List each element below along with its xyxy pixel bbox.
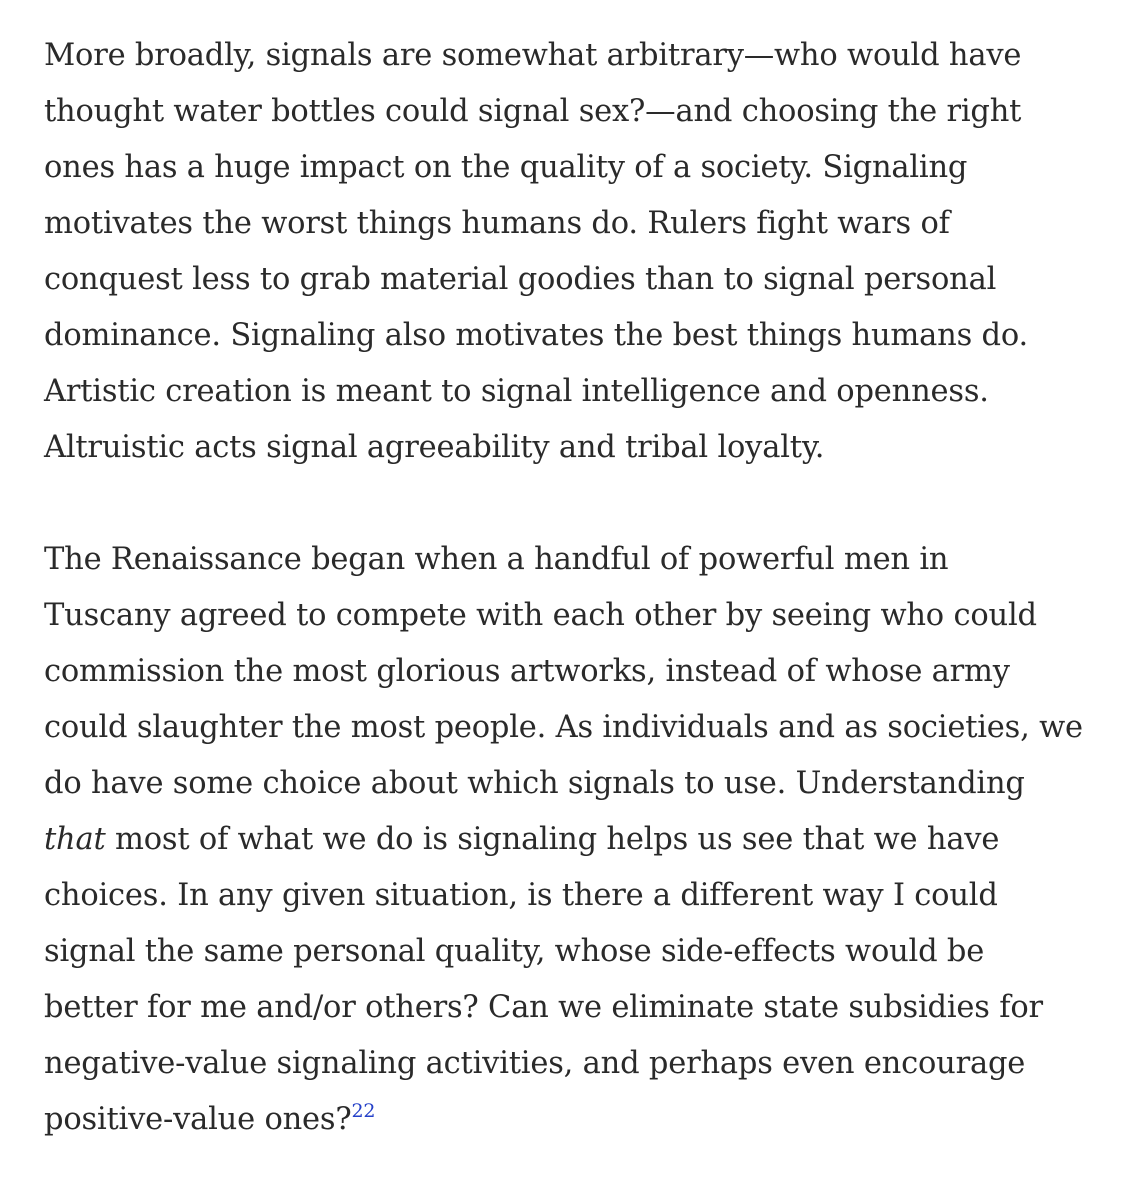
text-line-remainder: most of what we do is signaling helps us see that we have bbox=[105, 822, 1000, 857]
text-line: Altruistic acts signal agreeability and tribal loyalty. bbox=[44, 430, 825, 465]
text-line: Tuscany agreed to compete with each other by seeing who could bbox=[44, 598, 1037, 633]
text-line: ones has a huge impact on the quality of a society. Signaling bbox=[44, 150, 968, 185]
text-line: Artistic creation is meant to signal intelligence and openness. bbox=[44, 374, 989, 409]
paragraph-signals-arbitrary bbox=[44, 28, 1114, 476]
text-line-with-footnote bbox=[44, 1092, 1114, 1148]
text-line: More broadly, signals are somewhat arbitrary—who would have bbox=[44, 38, 1022, 73]
text-line: negative-value signaling activities, and perhaps even encourage bbox=[44, 1046, 1026, 1081]
footnote-link-22[interactable]: 22 bbox=[351, 1100, 376, 1122]
text-line-final: positive-value ones? bbox=[44, 1102, 352, 1137]
text-line: conquest less to grab material goodies than to signal personal bbox=[44, 262, 997, 297]
emphasis-that: that bbox=[44, 822, 106, 857]
text-line: thought water bottles could signal sex?—and choosing the right bbox=[44, 94, 1022, 129]
text-line-with-emphasis bbox=[44, 812, 1114, 868]
text-line: motivates the worst things humans do. Rulers fight wars of bbox=[44, 206, 950, 241]
text-line: could slaughter the most people. As individuals and as societies, we bbox=[44, 710, 1083, 745]
text-line: commission the most glorious artworks, instead of whose army bbox=[44, 654, 1010, 689]
text-line: do have some choice about which signals to use. Understanding bbox=[44, 766, 1025, 801]
article-body bbox=[44, 28, 1114, 1148]
text-line: choices. In any given situation, is there a different way I could bbox=[44, 878, 998, 913]
text-line: better for me and/or others? Can we eliminate state subsidies for bbox=[44, 990, 1043, 1025]
text-line: The Renaissance began when a handful of powerful men in bbox=[44, 542, 949, 577]
paragraph-renaissance bbox=[44, 532, 1114, 1148]
text-line: signal the same personal quality, whose side-effects would be bbox=[44, 934, 985, 969]
text-line: dominance. Signaling also motivates the best things humans do. bbox=[44, 318, 1028, 353]
